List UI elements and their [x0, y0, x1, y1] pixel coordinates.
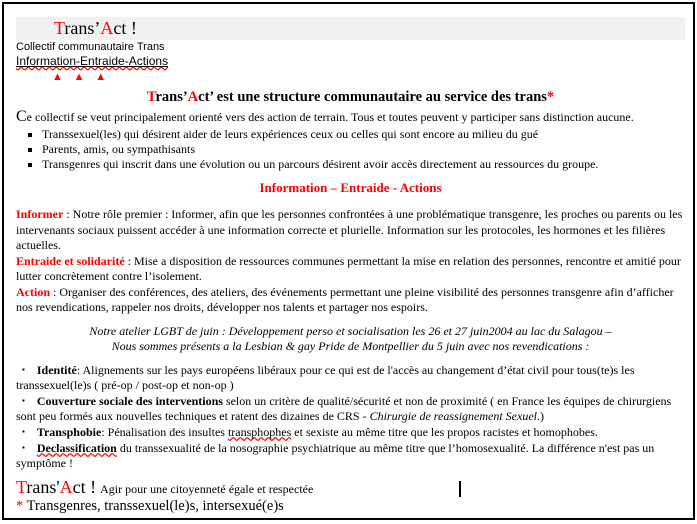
nav-link[interactable]	[16, 54, 685, 69]
nav-link-label[interactable]: Information-Entraide-Actions	[16, 54, 169, 68]
text-cursor	[459, 481, 461, 497]
brand-text: rans'	[26, 476, 60, 497]
footer-brand-line	[16, 477, 685, 497]
claim-transphobie	[16, 424, 685, 440]
brand-letter: A	[100, 18, 114, 38]
title-asterisk: *	[546, 89, 555, 105]
brand-text: ct !	[72, 476, 97, 497]
claim-identite	[16, 362, 685, 393]
title-letter: A	[187, 89, 199, 105]
paragraph-entraide	[16, 254, 685, 285]
footnote-text: Transgenres, transsexuel(le)s, intersexué(e)s	[26, 497, 284, 514]
paragraph-action	[16, 285, 685, 316]
claim-text: selon un critère de qualité/sécurité et non de proximité ( en France les équipes de chirurgiens sont peu formés aux nouvelles techniques et ratent des dizaines de CRS -	[16, 393, 672, 423]
claim-couverture	[16, 393, 685, 424]
collective-subtitle: Collectif communautaire Trans	[16, 41, 165, 53]
list-item: ▪ Transsexuel(les) qui désirent aider de leurs expériences ceux ou celles qui sont encore au milieu du gué	[42, 127, 685, 142]
announcement	[16, 324, 685, 354]
nav-underline	[16, 54, 168, 68]
footnote-asterisk: *	[16, 497, 27, 514]
list-item: ▪ Transgenres qui inscrit dans une évolution ou un parcours désirent avoir accès directement au ressources du groupe.	[42, 157, 685, 172]
title-text: ct’ est une structure communautaire au service des trans	[198, 89, 547, 105]
claim-text: .)	[537, 408, 544, 423]
paragraph-informer	[16, 207, 685, 254]
brand-text: ct !	[113, 18, 137, 38]
brand-letter: T	[54, 18, 65, 38]
page-title	[16, 89, 685, 106]
claim-text: et sexiste au même titre que les propos racistes et homophobes.	[291, 424, 598, 439]
brand-title	[54, 18, 137, 38]
paragraph-lead: Action	[16, 284, 50, 299]
claim-text: : Pénalisation des insultes	[101, 424, 228, 439]
intro-paragraph	[16, 109, 685, 125]
header-band	[16, 17, 685, 40]
claim-lead: Declassification	[36, 440, 117, 455]
drop-cap: C	[16, 108, 27, 125]
announcement-line: Notre atelier LGBT de juin : Développement perso et socialisation les 26 et 27 juin2004 au lac du Salagou –	[89, 323, 612, 338]
brand-letter: T	[16, 476, 27, 497]
paragraph-lead: Informer	[16, 207, 64, 221]
square-bullet-icon: ▪	[22, 364, 25, 374]
square-bullet-icon: ▪	[22, 442, 25, 452]
paragraph-text: : Organiser des conférences, des ateliers, des événements permettant une pleine visibilité des personnes transgenre afin d’afficher nos revendications, rappeler nos droits, développer nos talents et partager nos espoirs.	[16, 284, 674, 314]
intro-text: e collectif se veut principalement orienté vers des action de terrain. Tous et toutes peuvent y participer sans distinction aucune.	[26, 110, 634, 124]
paragraph-lead: Entraide et solidarité	[16, 253, 125, 268]
announcement-line: Nous sommes présents a la Lesbian & gay Pride de Montpellier du 5 juin avec nos revendications :	[111, 338, 590, 353]
claim-lead: Couverture sociale des interventions	[36, 393, 223, 408]
claim-italic: Chirurgie de reassignement Sexuel	[369, 408, 537, 423]
up-triangles-icon: ▲ ▲ ▲	[52, 71, 111, 83]
paragraph-text: : Mise a disposition de ressources communes permettant la mise en relation des personnes, rencontre et amitié pour lutter concrètement contre l’isolement.	[16, 253, 681, 283]
square-bullet-icon: ▪	[22, 395, 25, 405]
paragraph-text: : Notre rôle premier : Informer, afin que les personnes confrontées à une problématique transgenre, les proches ou parents ou les intervenants sociaux puissent accéder à une information correcte et plurielle. Information sur les protocoles, les hormones et les filières actuelles.	[16, 207, 683, 252]
footer-brand	[16, 477, 96, 497]
claim-lead: Transphobie	[36, 424, 102, 439]
audience-list	[16, 127, 685, 172]
misspelled-word: transphophes	[227, 424, 292, 439]
title-letter: T	[146, 89, 156, 105]
claim-declassification	[16, 440, 685, 471]
claim-text: du transsexualité de la nosographie psychiatrique au même titre que l’homosexualité. La différence n'est pas un symptôme !	[16, 440, 655, 470]
footnote	[16, 497, 685, 516]
claim-text: : Alignements sur les pays européens libéraux pour ce qui est de l'accès au changement d’état civil pour tous(te)s les transsexuel(le)s ( pré-op / post-op et non-op )	[16, 362, 635, 392]
title-text: rans’	[155, 89, 188, 105]
brand-text: rans’	[64, 18, 101, 38]
footer-tagline: Agir pour une citoyenneté égale et respectée	[100, 481, 314, 496]
claim-lead: Identité	[36, 362, 77, 377]
document-page[interactable]	[2, 2, 695, 520]
list-item: ▪ Parents, amis, ou sympathisants	[42, 142, 685, 157]
brand-letter: A	[59, 476, 73, 497]
section-heading: Information – Entraide - Actions	[259, 180, 442, 195]
square-bullet-icon: ▪	[22, 426, 25, 436]
